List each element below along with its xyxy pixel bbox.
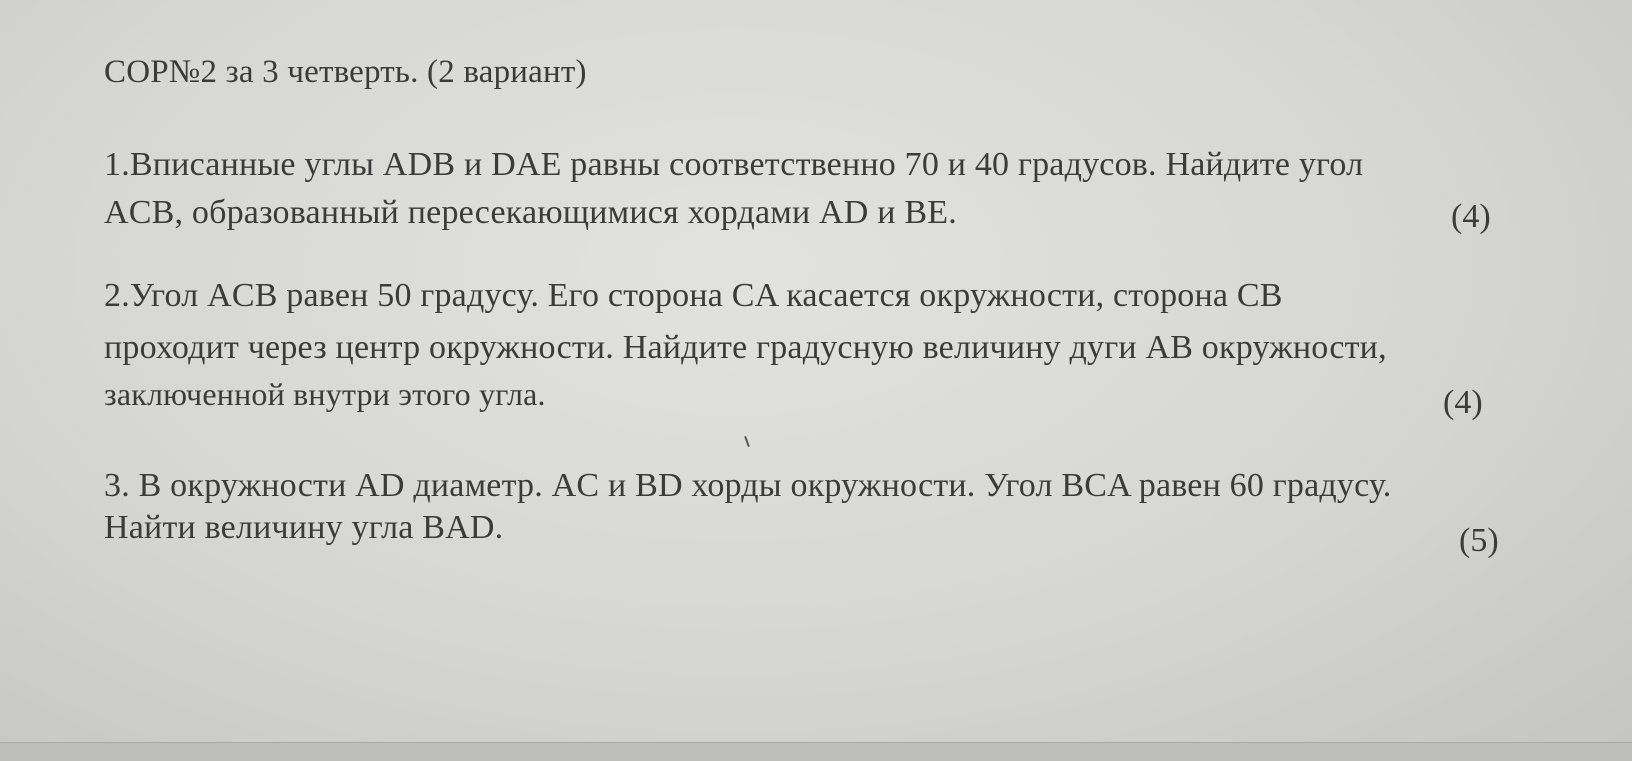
question-1-line-1: 1.Вписанные углы ADB и DAE равны соответственно 70 и 40 градусов. Найдите угол (104, 146, 1364, 183)
document-title: СОР№2 за 3 четверть. (2 вариант) (104, 54, 587, 90)
question-3-score: (5) (1459, 522, 1499, 559)
question-1-score: (4) (1451, 198, 1491, 235)
paper-bottom-edge (0, 742, 1632, 761)
question-3-line-1: 3. В окружности AD диаметр. AC и BD хорды окружности. Угол BCA равен 60 градусу. (104, 467, 1392, 504)
question-2-line-3: заключенной внутри этого угла. (104, 376, 546, 412)
question-2-score: (4) (1443, 384, 1483, 421)
pen-mark (744, 436, 750, 447)
question-2-line-2: проходит через центр окружности. Найдите градусную величину дуги AB окружности, (104, 329, 1387, 366)
question-3-line-2: Найти величину угла BAD. (104, 509, 504, 546)
question-2-line-1: 2.Угол ACB равен 50 градусу. Его сторона CA касается окружности, сторона CB (104, 277, 1283, 314)
question-1-line-2: ACB, образованный пересекающимися хордами AD и BE. (104, 194, 957, 231)
